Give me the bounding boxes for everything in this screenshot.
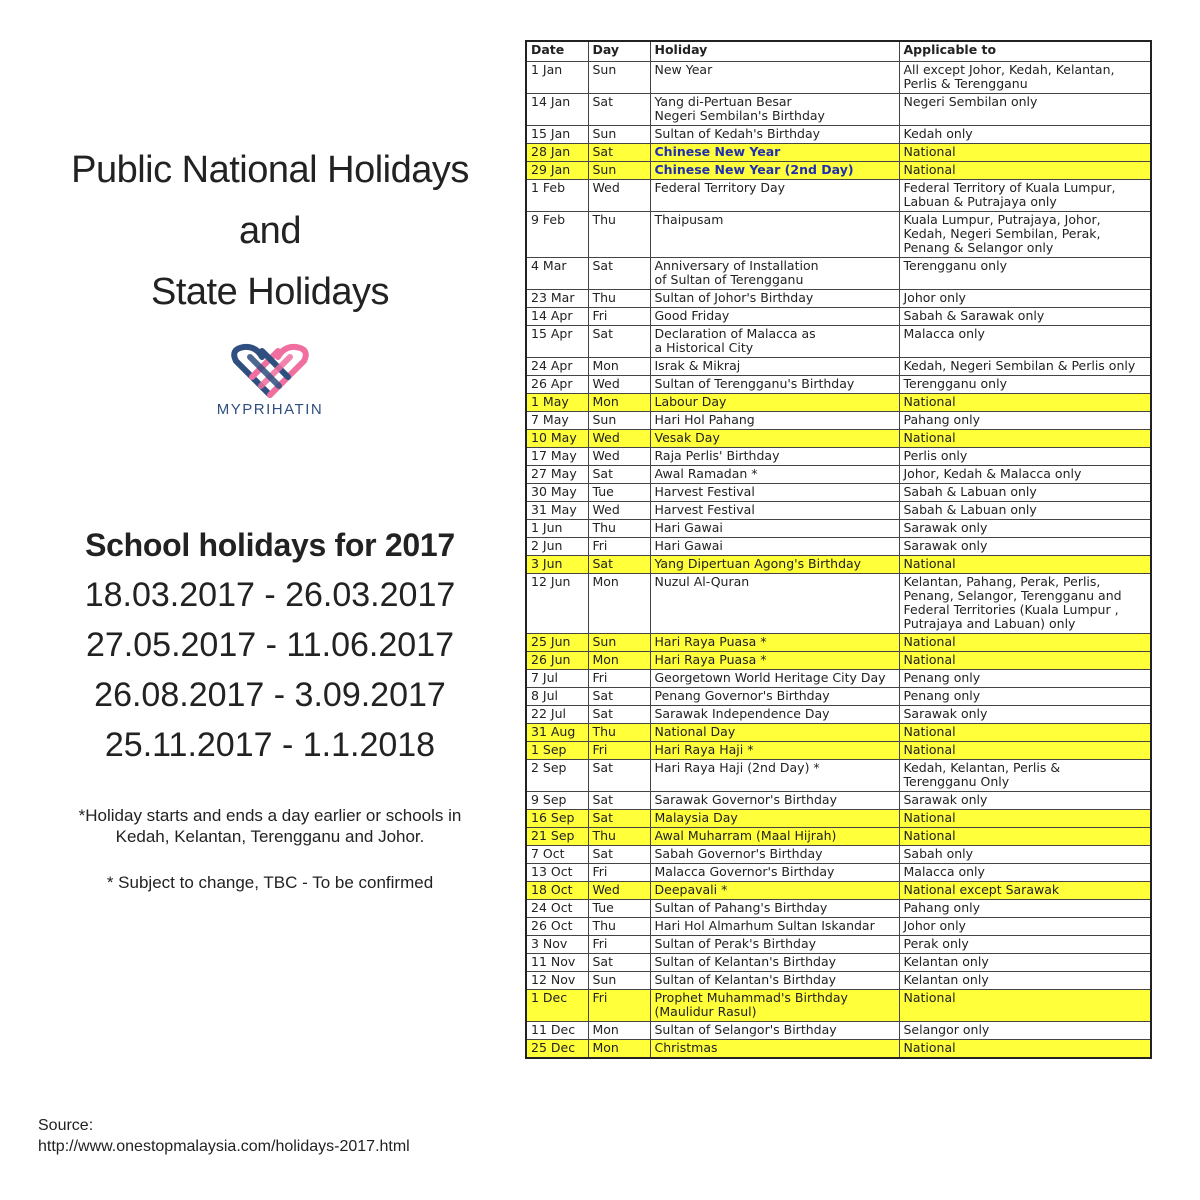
cell-date: 23 Mar	[526, 290, 588, 308]
cell-applicable: Malacca only	[899, 864, 1151, 882]
table-row	[526, 412, 1151, 430]
cell-day: Fri	[588, 538, 650, 556]
header-holiday: Holiday	[650, 41, 899, 62]
cell-day: Thu	[588, 724, 650, 742]
table-row	[526, 864, 1151, 882]
cell-day: Sat	[588, 954, 650, 972]
cell-holiday: Penang Governor's Birthday	[650, 688, 899, 706]
table-row	[526, 358, 1151, 376]
cell-day: Mon	[588, 652, 650, 670]
cell-applicable: Sabah & Labuan only	[899, 484, 1151, 502]
cell-applicable: Pahang only	[899, 412, 1151, 430]
cell-applicable: National	[899, 1040, 1151, 1059]
cell-day: Fri	[588, 308, 650, 326]
source-url: http://www.onestopmalaysia.com/holidays-2017.html	[38, 1138, 410, 1155]
table-row	[526, 574, 1151, 634]
table-row	[526, 760, 1151, 792]
school-holiday-range: 18.03.2017 - 26.03.2017	[84, 576, 456, 614]
table-row	[526, 466, 1151, 484]
school-holiday-range: 27.05.2017 - 11.06.2017	[85, 626, 455, 664]
cell-applicable: Johor only	[899, 918, 1151, 936]
table-row	[526, 126, 1151, 144]
table-row	[526, 326, 1151, 358]
cell-day: Wed	[588, 882, 650, 900]
cell-date: 2 Jun	[526, 538, 588, 556]
cell-date: 26 Apr	[526, 376, 588, 394]
table-row	[526, 212, 1151, 258]
cell-day: Thu	[588, 918, 650, 936]
cell-applicable: Johor, Kedah & Malacca only	[899, 466, 1151, 484]
cell-holiday: Christmas	[650, 1040, 899, 1059]
cell-day: Sun	[588, 162, 650, 180]
cell-day: Wed	[588, 430, 650, 448]
table-row	[526, 1040, 1151, 1059]
cell-applicable: National	[899, 144, 1151, 162]
cell-holiday: New Year	[650, 62, 899, 94]
cell-holiday: Hari Raya Puasa *	[650, 652, 899, 670]
cell-holiday: Malaysia Day	[650, 810, 899, 828]
cell-holiday: Chinese New Year (2nd Day)	[650, 162, 899, 180]
cell-date: 26 Jun	[526, 652, 588, 670]
table-row	[526, 846, 1151, 864]
header-date: Date	[526, 41, 588, 62]
cell-holiday: Prophet Muhammad's Birthday (Maulidur Rasul)	[650, 990, 899, 1022]
cell-holiday: Chinese New Year	[650, 144, 899, 162]
cell-holiday: Harvest Festival	[650, 484, 899, 502]
cell-applicable: Sabah & Labuan only	[899, 502, 1151, 520]
cell-applicable: Terengganu only	[899, 258, 1151, 290]
table-row	[526, 144, 1151, 162]
cell-applicable: All except Johor, Kedah, Kelantan, Perlis & Terengganu	[899, 62, 1151, 94]
cell-holiday: Malacca Governor's Birthday	[650, 864, 899, 882]
cell-applicable: Selangor only	[899, 1022, 1151, 1040]
cell-applicable: Negeri Sembilan only	[899, 94, 1151, 126]
cell-day: Mon	[588, 1022, 650, 1040]
cell-applicable: National	[899, 990, 1151, 1022]
table-row	[526, 954, 1151, 972]
cell-holiday: Sabah Governor's Birthday	[650, 846, 899, 864]
cell-day: Thu	[588, 290, 650, 308]
footnote-holiday-shift: *Holiday starts and ends a day earlier or schools in Kedah, Kelantan, Terengganu and Johor.	[78, 806, 462, 846]
cell-applicable: Perlis only	[899, 448, 1151, 466]
cell-holiday: Sultan of Kelantan's Birthday	[650, 954, 899, 972]
cell-day: Sun	[588, 126, 650, 144]
cell-holiday: Raja Perlis' Birthday	[650, 448, 899, 466]
cell-day: Sat	[588, 706, 650, 724]
cell-date: 25 Dec	[526, 1040, 588, 1059]
cell-applicable: Kedah, Kelantan, Perlis & Terengganu Only	[899, 760, 1151, 792]
cell-day: Sat	[588, 144, 650, 162]
cell-date: 1 Jun	[526, 520, 588, 538]
cell-date: 11 Dec	[526, 1022, 588, 1040]
cell-holiday: Yang di-Pertuan Besar Negeri Sembilan's Birthday	[650, 94, 899, 126]
table-row	[526, 448, 1151, 466]
cell-day: Wed	[588, 502, 650, 520]
cell-day: Sun	[588, 412, 650, 430]
source-citation	[38, 1115, 410, 1157]
cell-applicable: Sabah only	[899, 846, 1151, 864]
cell-date: 4 Mar	[526, 258, 588, 290]
cell-applicable: Terengganu only	[899, 376, 1151, 394]
cell-date: 11 Nov	[526, 954, 588, 972]
cell-date: 8 Jul	[526, 688, 588, 706]
cell-date: 24 Oct	[526, 900, 588, 918]
cell-date: 1 Feb	[526, 180, 588, 212]
cell-day: Wed	[588, 180, 650, 212]
cell-holiday: Sultan of Kelantan's Birthday	[650, 972, 899, 990]
cell-holiday: Hari Hol Almarhum Sultan Iskandar	[650, 918, 899, 936]
table-row	[526, 688, 1151, 706]
header-applicable: Applicable to	[899, 41, 1151, 62]
cell-holiday: Labour Day	[650, 394, 899, 412]
table-row	[526, 538, 1151, 556]
footnote-subject-to-change: * Subject to change, TBC - To be confirmed	[106, 873, 434, 892]
cell-day: Sun	[588, 62, 650, 94]
cell-applicable: National	[899, 742, 1151, 760]
cell-applicable: Malacca only	[899, 326, 1151, 358]
holiday-table	[525, 40, 1152, 1059]
table-row	[526, 670, 1151, 688]
title-line: State Holidays	[150, 271, 389, 313]
cell-holiday: Nuzul Al-Quran	[650, 574, 899, 634]
table-row	[526, 520, 1151, 538]
school-holiday-range: 25.11.2017 - 1.1.2018	[104, 726, 436, 764]
cell-date: 1 Dec	[526, 990, 588, 1022]
cell-day: Sat	[588, 556, 650, 574]
table-row	[526, 936, 1151, 954]
logo	[215, 343, 325, 433]
cell-holiday: Sarawak Independence Day	[650, 706, 899, 724]
table-row	[526, 792, 1151, 810]
cell-date: 7 May	[526, 412, 588, 430]
cell-date: 9 Sep	[526, 792, 588, 810]
cell-date: 29 Jan	[526, 162, 588, 180]
cell-day: Mon	[588, 574, 650, 634]
table-row	[526, 1022, 1151, 1040]
cell-holiday: Federal Territory Day	[650, 180, 899, 212]
table-row	[526, 376, 1151, 394]
table-row	[526, 308, 1151, 326]
cell-day: Sat	[588, 326, 650, 358]
cell-day: Fri	[588, 742, 650, 760]
table-row	[526, 258, 1151, 290]
school-holidays-title: School holidays for 2017	[85, 527, 455, 563]
cell-date: 10 May	[526, 430, 588, 448]
table-row	[526, 990, 1151, 1022]
cell-day: Tue	[588, 484, 650, 502]
school-holidays	[20, 520, 520, 770]
cell-applicable: National	[899, 634, 1151, 652]
cell-date: 12 Nov	[526, 972, 588, 990]
cell-date: 26 Oct	[526, 918, 588, 936]
cell-day: Thu	[588, 212, 650, 258]
cell-holiday: Hari Gawai	[650, 520, 899, 538]
cell-applicable: National	[899, 652, 1151, 670]
cell-holiday: Georgetown World Heritage City Day	[650, 670, 899, 688]
cell-holiday: Sultan of Johor's Birthday	[650, 290, 899, 308]
table-row	[526, 290, 1151, 308]
heart-logo-icon	[228, 343, 312, 399]
cell-holiday: Sultan of Selangor's Birthday	[650, 1022, 899, 1040]
cell-applicable: Sabah & Sarawak only	[899, 308, 1151, 326]
cell-day: Mon	[588, 394, 650, 412]
cell-day: Sat	[588, 846, 650, 864]
cell-applicable: Sarawak only	[899, 520, 1151, 538]
logo-text: MYPRIHATIN	[216, 401, 324, 418]
cell-date: 2 Sep	[526, 760, 588, 792]
cell-day: Fri	[588, 864, 650, 882]
source-label: Source:	[38, 1117, 94, 1134]
cell-holiday: National Day	[650, 724, 899, 742]
cell-applicable: Penang only	[899, 670, 1151, 688]
cell-date: 25 Jun	[526, 634, 588, 652]
title-line: and	[239, 210, 301, 252]
table-row	[526, 180, 1151, 212]
cell-applicable: National	[899, 394, 1151, 412]
cell-day: Thu	[588, 828, 650, 846]
cell-applicable: National	[899, 810, 1151, 828]
cell-date: 17 May	[526, 448, 588, 466]
table-header-row	[526, 41, 1151, 62]
cell-holiday: Deepavali *	[650, 882, 899, 900]
cell-day: Mon	[588, 358, 650, 376]
cell-date: 22 Jul	[526, 706, 588, 724]
table-row	[526, 828, 1151, 846]
cell-day: Wed	[588, 376, 650, 394]
cell-date: 7 Jul	[526, 670, 588, 688]
cell-holiday: Israk & Mikraj	[650, 358, 899, 376]
cell-date: 15 Jan	[526, 126, 588, 144]
cell-applicable: Sarawak only	[899, 792, 1151, 810]
table-row	[526, 972, 1151, 990]
title-line: Public National Holidays	[71, 149, 469, 191]
cell-holiday: Hari Hol Pahang	[650, 412, 899, 430]
cell-holiday: Anniversary of Installation of Sultan of Terengganu	[650, 258, 899, 290]
table-row	[526, 918, 1151, 936]
left-panel	[0, 0, 520, 1200]
cell-day: Sat	[588, 688, 650, 706]
table-row	[526, 502, 1151, 520]
cell-date: 1 Sep	[526, 742, 588, 760]
cell-day: Sat	[588, 792, 650, 810]
holiday-table-container	[525, 40, 1150, 1059]
cell-date: 12 Jun	[526, 574, 588, 634]
table-row	[526, 484, 1151, 502]
table-row	[526, 62, 1151, 94]
cell-holiday: Declaration of Malacca as a Historical City	[650, 326, 899, 358]
cell-day: Fri	[588, 990, 650, 1022]
cell-day: Mon	[588, 1040, 650, 1059]
school-holiday-range: 26.08.2017 - 3.09.2017	[94, 676, 446, 714]
cell-day: Sat	[588, 810, 650, 828]
cell-day: Sat	[588, 466, 650, 484]
table-row	[526, 394, 1151, 412]
cell-date: 14 Jan	[526, 94, 588, 126]
cell-applicable: Penang only	[899, 688, 1151, 706]
cell-date: 1 Jan	[526, 62, 588, 94]
table-row	[526, 810, 1151, 828]
cell-applicable: National	[899, 828, 1151, 846]
cell-holiday: Hari Raya Haji (2nd Day) *	[650, 760, 899, 792]
cell-date: 9 Feb	[526, 212, 588, 258]
cell-day: Sat	[588, 94, 650, 126]
table-row	[526, 706, 1151, 724]
cell-date: 15 Apr	[526, 326, 588, 358]
table-row	[526, 742, 1151, 760]
cell-day: Tue	[588, 900, 650, 918]
cell-date: 3 Jun	[526, 556, 588, 574]
cell-holiday: Hari Raya Haji *	[650, 742, 899, 760]
cell-applicable: National except Sarawak	[899, 882, 1151, 900]
table-row	[526, 724, 1151, 742]
cell-holiday: Vesak Day	[650, 430, 899, 448]
cell-date: 21 Sep	[526, 828, 588, 846]
cell-date: 16 Sep	[526, 810, 588, 828]
cell-date: 28 Jan	[526, 144, 588, 162]
cell-date: 30 May	[526, 484, 588, 502]
cell-applicable: National	[899, 162, 1151, 180]
cell-applicable: Johor only	[899, 290, 1151, 308]
cell-holiday: Awal Muharram (Maal Hijrah)	[650, 828, 899, 846]
cell-holiday: Awal Ramadan *	[650, 466, 899, 484]
cell-holiday: Good Friday	[650, 308, 899, 326]
cell-date: 7 Oct	[526, 846, 588, 864]
cell-date: 1 May	[526, 394, 588, 412]
cell-holiday: Sultan of Perak's Birthday	[650, 936, 899, 954]
cell-day: Sun	[588, 634, 650, 652]
table-row	[526, 162, 1151, 180]
cell-day: Wed	[588, 448, 650, 466]
cell-date: 27 May	[526, 466, 588, 484]
cell-day: Fri	[588, 936, 650, 954]
cell-applicable: Perak only	[899, 936, 1151, 954]
cell-day: Sun	[588, 972, 650, 990]
cell-holiday: Sultan of Kedah's Birthday	[650, 126, 899, 144]
cell-day: Fri	[588, 670, 650, 688]
cell-holiday: Thaipusam	[650, 212, 899, 258]
cell-applicable: Kelantan, Pahang, Perak, Perlis, Penang, Selangor, Terengganu and Federal Territories (Kuala Lumpur , Putrajaya and Labuan) only	[899, 574, 1151, 634]
header-day: Day	[588, 41, 650, 62]
cell-date: 24 Apr	[526, 358, 588, 376]
cell-applicable: Kedah, Negeri Sembilan & Perlis only	[899, 358, 1151, 376]
page-title	[20, 140, 520, 323]
cell-date: 31 Aug	[526, 724, 588, 742]
cell-applicable: National	[899, 556, 1151, 574]
cell-holiday: Hari Gawai	[650, 538, 899, 556]
table-row	[526, 556, 1151, 574]
cell-holiday: Hari Raya Puasa *	[650, 634, 899, 652]
table-row	[526, 634, 1151, 652]
cell-applicable: Kelantan only	[899, 954, 1151, 972]
cell-date: 3 Nov	[526, 936, 588, 954]
holiday-table-body	[526, 62, 1151, 1059]
cell-applicable: Federal Territory of Kuala Lumpur, Labuan & Putrajaya only	[899, 180, 1151, 212]
cell-day: Thu	[588, 520, 650, 538]
cell-day: Sat	[588, 258, 650, 290]
cell-date: 13 Oct	[526, 864, 588, 882]
table-row	[526, 652, 1151, 670]
cell-applicable: National	[899, 430, 1151, 448]
cell-applicable: National	[899, 724, 1151, 742]
cell-holiday: Sarawak Governor's Birthday	[650, 792, 899, 810]
footnotes	[20, 805, 520, 918]
cell-applicable: Kedah only	[899, 126, 1151, 144]
table-row	[526, 430, 1151, 448]
table-row	[526, 882, 1151, 900]
cell-applicable: Sarawak only	[899, 706, 1151, 724]
cell-date: 31 May	[526, 502, 588, 520]
cell-date: 18 Oct	[526, 882, 588, 900]
cell-applicable: Pahang only	[899, 900, 1151, 918]
cell-applicable: Kuala Lumpur, Putrajaya, Johor, Kedah, Negeri Sembilan, Perak, Penang & Selangor only	[899, 212, 1151, 258]
cell-applicable: Sarawak only	[899, 538, 1151, 556]
table-row	[526, 900, 1151, 918]
cell-holiday: Sultan of Terengganu's Birthday	[650, 376, 899, 394]
cell-holiday: Yang Dipertuan Agong's Birthday	[650, 556, 899, 574]
cell-date: 14 Apr	[526, 308, 588, 326]
cell-applicable: Kelantan only	[899, 972, 1151, 990]
cell-holiday: Sultan of Pahang's Birthday	[650, 900, 899, 918]
cell-holiday: Harvest Festival	[650, 502, 899, 520]
table-row	[526, 94, 1151, 126]
cell-day: Sat	[588, 760, 650, 792]
